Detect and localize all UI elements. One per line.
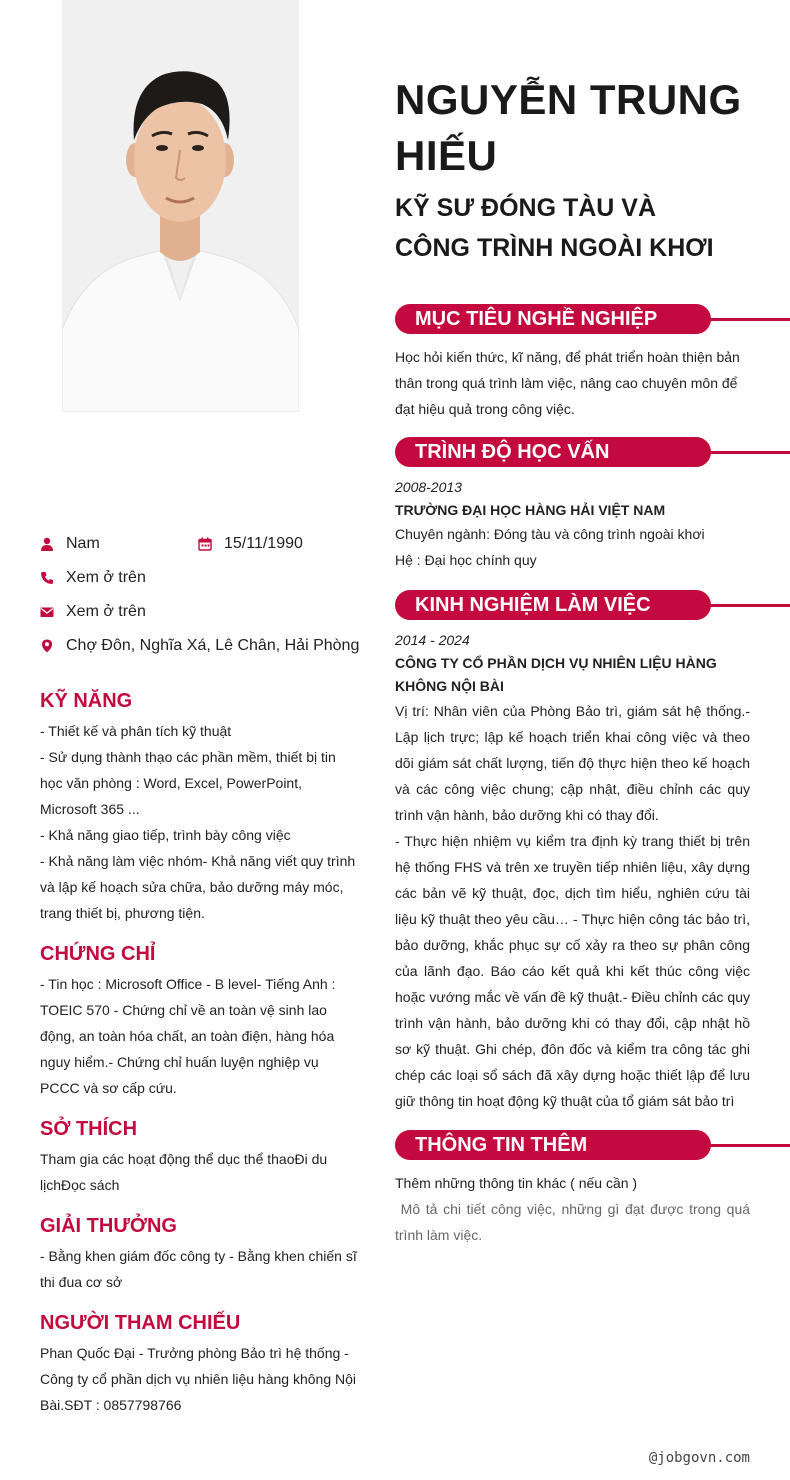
skill-item: - Sử dụng thành thạo các phần mềm, thiết bị tin học văn phòng : Word, Excel, PowerPoint, Microsoft 365 ...: [40, 749, 336, 817]
experience-header: [395, 590, 790, 620]
additional-header: [395, 1130, 790, 1160]
skill-item: - Khả năng làm việc nhóm- Khả năng viết quy trình và lập kế hoạch sửa chữa, bảo dưỡng máy móc, trang thiết bị, phương tiện.: [40, 853, 356, 921]
dob-text: 15/11/1990: [224, 535, 303, 552]
experience-description: Vị trí: Nhân viên của Phòng Bảo trì, giám sát hệ thống.- Lập lịch trực; lập kế hoạch triển khai công việc và theo dõi giám sát chất lượng, tiến độ thực hiện theo kế hoạch và các công việc chung; cập nhật, điều chỉnh các quy trình vận hành, bảo dưỡng khi có thay đổi.: [395, 703, 750, 823]
contact-gender: [40, 535, 100, 553]
person-icon: [40, 537, 54, 551]
education-header: [395, 437, 790, 467]
additional-description: Mô tả chi tiết công việc, những gì đạt được trong quá trình làm việc.: [395, 1201, 754, 1243]
candidate-name: NGUYỄN TRUNG HIẾU: [395, 76, 742, 179]
location-pin-icon: [40, 639, 54, 653]
portrait-image: [62, 0, 299, 412]
hobbies-heading: SỞ THÍCH: [40, 1118, 138, 1140]
objective-text: Học hỏi kiến thức, kĩ năng, để phát triển hoàn thiện bản thân trong quá trình làm việc, nâng cao chuyên môn để đạt hiệu quả trong công việc.: [395, 349, 740, 417]
objective-heading: MỤC TIÊU NGHỀ NGHIỆP: [395, 304, 711, 334]
watermark: @jobgovn.com: [648, 1450, 750, 1466]
awards-text: - Bằng khen giám đốc công ty - Bằng khen chiến sĩ thi đua cơ sở: [40, 1248, 357, 1290]
mail-icon: [40, 605, 54, 619]
education-heading: TRÌNH ĐỘ HỌC VẤN: [395, 437, 711, 467]
certificates-section: [40, 941, 358, 1101]
experience-description: - Thực hiện nhiệm vụ kiểm tra định kỳ trang thiết bị trên hệ thống FHS và trên xe truyền tiếp nhiên liệu, xây dựng các bản vẽ kỹ thuật, đọc, dịch tìm hiểu, nghiên cứu tài liệu kỹ thuật theo yêu cầu… - Thực hiện công tác bảo trì, bảo dưỡng, khắc phục sự cố xảy ra theo sự phân công của lãnh đạo. Báo cáo kết quả khi kết thúc công việc hoặc vướng mắc về vấn đề kỹ thuật.- Điều chỉnh các quy trình vận hành, bảo dưỡng khi có thay đổi, cập nhật hồ sơ kỹ thuật. Ghi chép, đôn đốc và kiểm tra công tác ghi chép các loại sổ sách đã xây dựng hoặc thiết lập để lưu giữ thông tin hoạt động kỹ thuật của tổ giám sát bảo trì: [395, 833, 750, 1109]
job-title: KỸ SƯ ĐÓNG TÀU VÀ CÔNG TRÌNH NGOÀI KHƠI: [395, 194, 714, 262]
calendar-icon: [198, 537, 212, 551]
experience-company: CÔNG TY CỔ PHẦN DỊCH VỤ NHIÊN LIỆU HÀNG KHÔNG NỘI BÀI: [395, 655, 717, 694]
hobbies-section: [40, 1116, 358, 1198]
education-block: [395, 475, 750, 573]
contact-email: [40, 603, 146, 621]
phone-icon: [40, 571, 54, 585]
experience-heading: KINH NGHIỆM LÀM VIỆC: [395, 590, 711, 620]
profile-photo: [62, 0, 299, 412]
awards-section: [40, 1213, 358, 1295]
skill-item: - Khả năng giao tiếp, trình bày công việc: [40, 827, 291, 843]
education-period: 2008-2013: [395, 479, 462, 495]
experience-period: 2014 - 2024: [395, 632, 470, 648]
additional-block: [395, 1170, 754, 1248]
contact-phone: [40, 569, 146, 587]
additional-heading: THÔNG TIN THÊM: [395, 1130, 711, 1160]
phone-text: Xem ở trên: [66, 569, 146, 586]
education-school: TRƯỜNG ĐẠI HỌC HÀNG HẢI VIỆT NAM: [395, 502, 666, 518]
email-text: Xem ở trên: [66, 603, 146, 620]
contact-address: [40, 637, 359, 655]
certificates-heading: CHỨNG CHỈ: [40, 943, 156, 965]
gender-text: Nam: [66, 535, 100, 552]
skills-heading: KỸ NĂNG: [40, 690, 133, 712]
skills-section: [40, 688, 358, 926]
references-heading: NGƯỜI THAM CHIẾU: [40, 1312, 241, 1334]
address-text: Chợ Đôn, Nghĩa Xá, Lê Chân, Hải Phòng: [66, 637, 360, 654]
hobbies-text: Tham gia các hoạt động thể dục thể thaoĐi du lịchĐọc sách: [40, 1151, 328, 1193]
education-type: Hệ : Đại học chính quy: [395, 552, 537, 568]
education-major: Chuyên ngành: Đóng tàu và công trình ngoài khơi: [395, 526, 705, 542]
contact-dob: [198, 535, 303, 553]
awards-heading: GIẢI THƯỞNG: [40, 1215, 177, 1237]
references-text: Phan Quốc Đại - Trưởng phòng Bảo trì hệ thống - Công ty cổ phần dịch vụ nhiên liệu hàng không Nội Bài.SĐT : 0857798766: [40, 1345, 356, 1413]
experience-block: [395, 628, 750, 1114]
certificates-text: - Tin học : Microsoft Office - B level- Tiếng Anh : TOEIC 570 - Chứng chỉ về an toàn vệ sinh lao động, an toàn hóa chất, an toàn điện, hàng hóa nguy hiểm.- Chứng chỉ huấn luyện nghiệp vụ PCCC và sơ cấp cứu.: [40, 976, 336, 1096]
references-section: [40, 1310, 358, 1418]
skill-item: - Thiết kế và phân tích kỹ thuật: [40, 723, 232, 739]
objective-header: [395, 304, 790, 334]
additional-line: Thêm những thông tin khác ( nếu cần ): [395, 1175, 638, 1191]
